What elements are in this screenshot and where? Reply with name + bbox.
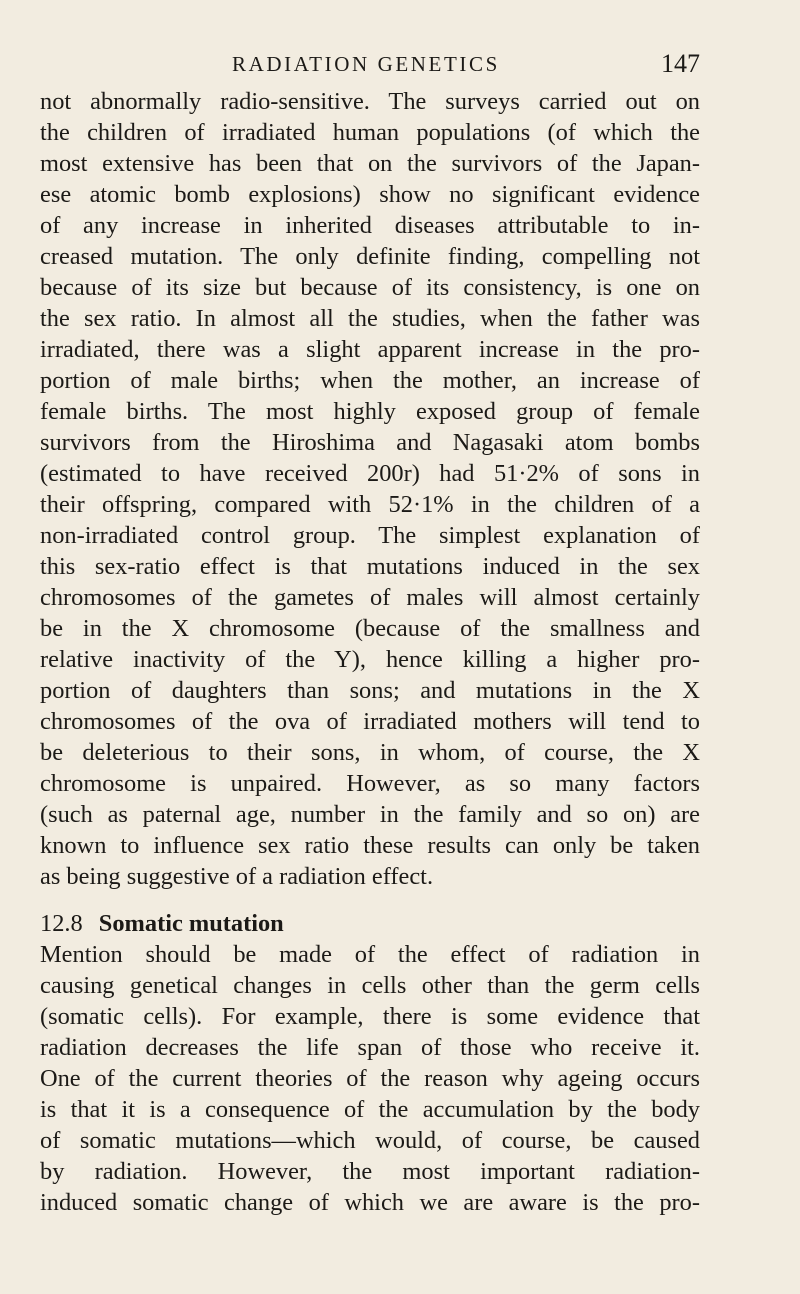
text-line: of somatic mutations—which would, of course, be caused bbox=[40, 1127, 700, 1154]
paragraph-sex-ratio bbox=[40, 86, 700, 892]
text-line: as being suggestive of a radiation effect. bbox=[40, 863, 434, 890]
text-line: the sex ratio. In almost all the studies, when the father was bbox=[40, 305, 700, 332]
page-number: 147 bbox=[661, 49, 700, 78]
text-line: of any increase in inherited diseases attributable to in- bbox=[40, 212, 700, 239]
text-line: their offspring, compared with 52·1% in the children of a bbox=[40, 491, 700, 518]
paragraph-somatic-mutation bbox=[40, 939, 700, 1218]
text-line: (such as paternal age, number in the family and so on) are bbox=[40, 801, 700, 828]
text-line: survivors from the Hiroshima and Nagasaki atom bombs bbox=[40, 429, 700, 456]
running-title: RADIATION GENETICS bbox=[232, 52, 500, 76]
text-line: chromosome is unpaired. However, as so many factors bbox=[40, 770, 700, 797]
text-line: Mention should be made of the effect of radiation in bbox=[40, 941, 700, 968]
text-line: relative inactivity of the Y), hence killing a higher pro- bbox=[40, 646, 700, 673]
text-line: (somatic cells). For example, there is some evidence that bbox=[40, 1003, 700, 1030]
text-line: be in the X chromosome (because of the smallness and bbox=[40, 615, 700, 642]
text-line: is that it is a consequence of the accumulation by the body bbox=[40, 1096, 700, 1123]
text-line: portion of male births; when the mother, an increase of bbox=[40, 367, 700, 394]
text-line: female births. The most highly exposed group of female bbox=[40, 398, 700, 425]
text-line: the children of irradiated human populations (of which the bbox=[40, 119, 700, 146]
text-line: chromosomes of the ova of irradiated mothers will tend to bbox=[40, 708, 700, 735]
text-line: causing genetical changes in cells other than the germ cells bbox=[40, 972, 700, 999]
text-line: induced somatic change of which we are aware is the pro- bbox=[40, 1189, 700, 1216]
text-line: because of its size but because of its consistency, is one on bbox=[40, 274, 700, 301]
text-line: most extensive has been that on the survivors of the Japan- bbox=[40, 150, 700, 177]
text-line: portion of daughters than sons; and mutations in the X bbox=[40, 677, 700, 704]
section-title: Somatic mutation bbox=[98, 910, 284, 937]
section-number: 12.8 bbox=[40, 910, 83, 937]
text-line: creased mutation. The only definite finding, compelling not bbox=[40, 243, 700, 270]
text-line: not abnormally radio-sensitive. The surveys carried out on bbox=[40, 88, 700, 115]
text-line: (estimated to have received 200r) had 51·2% of sons in bbox=[40, 460, 700, 487]
text-line: known to influence sex ratio these results can only be taken bbox=[40, 832, 700, 859]
text-line: chromosomes of the gametes of males will almost certainly bbox=[40, 584, 700, 611]
text-line: irradiated, there was a slight apparent increase in the pro- bbox=[40, 336, 700, 363]
text-line: One of the current theories of the reason why ageing occurs bbox=[40, 1065, 700, 1092]
section-heading bbox=[40, 908, 700, 939]
text-line: non-irradiated control group. The simplest explanation of bbox=[40, 522, 700, 549]
text-line: be deleterious to their sons, in whom, of course, the X bbox=[40, 739, 700, 766]
text-line: this sex-ratio effect is that mutations induced in the sex bbox=[40, 553, 700, 580]
running-head bbox=[40, 44, 700, 84]
text-line: by radiation. However, the most important radiation- bbox=[40, 1158, 700, 1185]
text-line: ese atomic bomb explosions) show no significant evidence bbox=[40, 181, 700, 208]
body-text bbox=[40, 86, 700, 1218]
text-line: radiation decreases the life span of those who receive it. bbox=[40, 1034, 700, 1061]
